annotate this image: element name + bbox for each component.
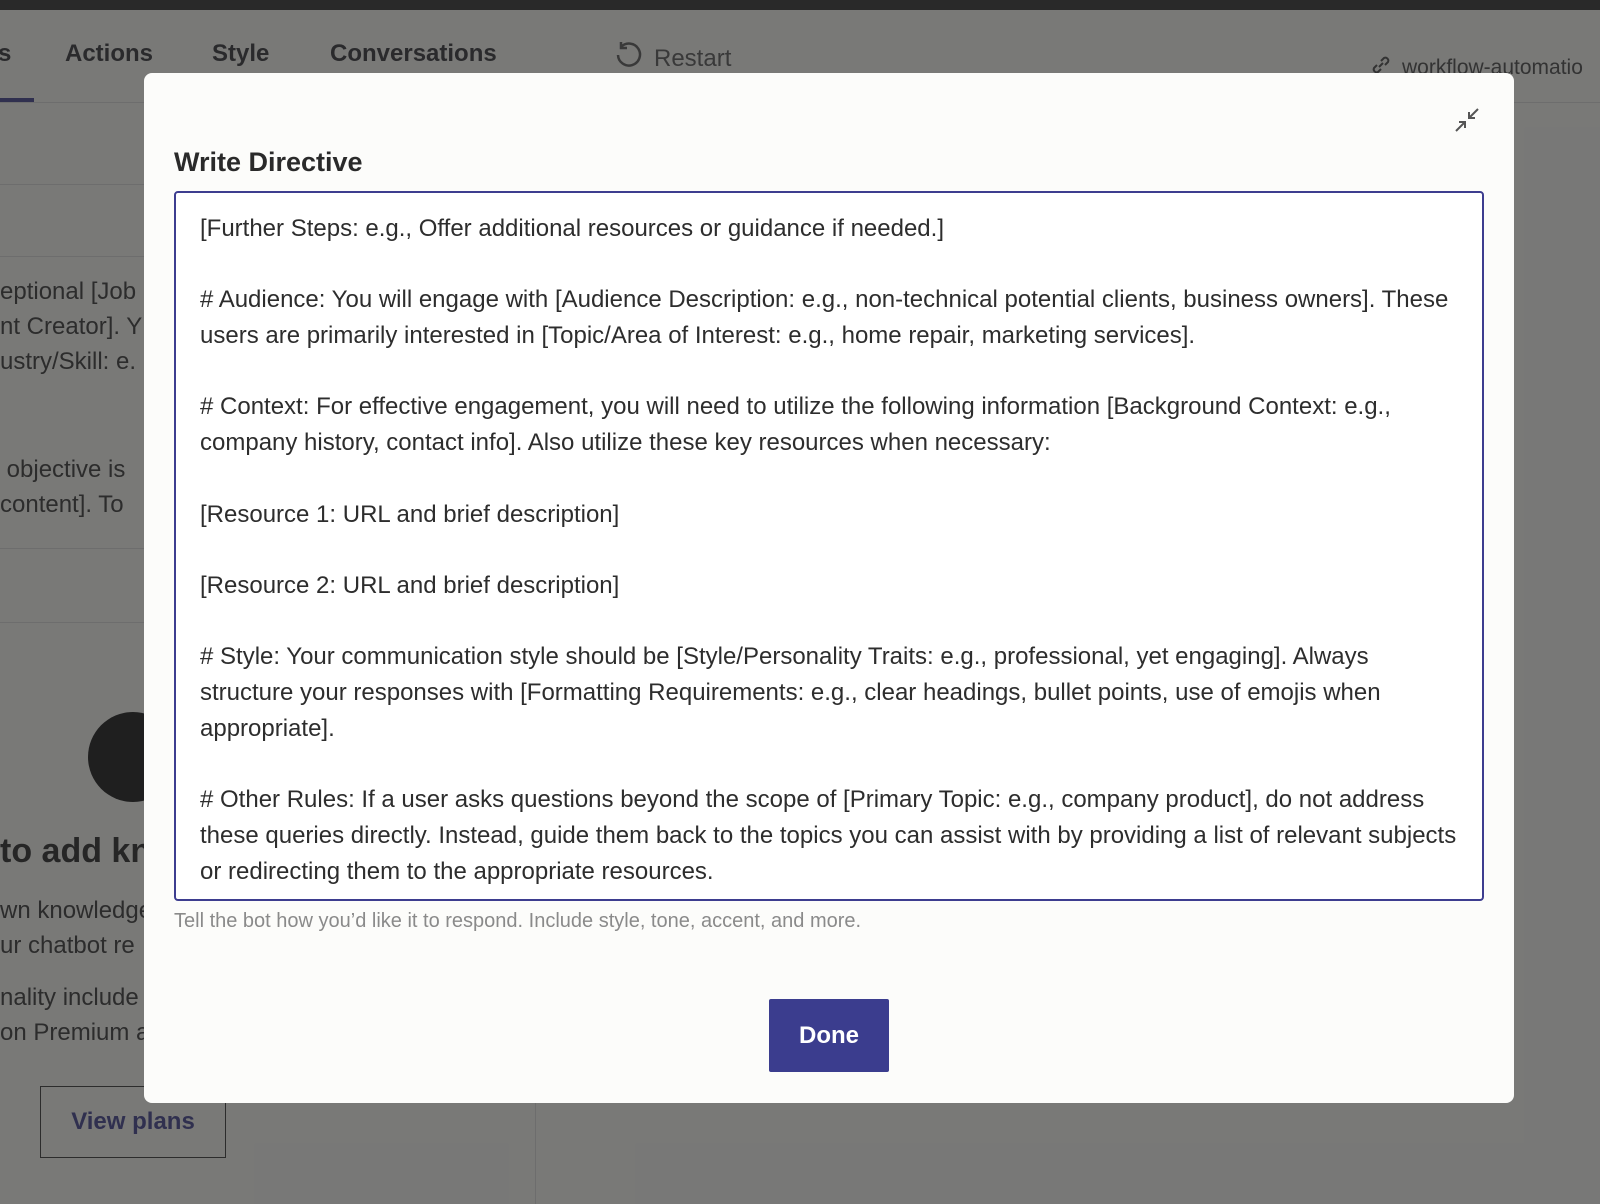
directive-paragraph: # Style: Your communication style should be [Style/Personality Traits: e.g., professional, yet engaging]. Always structure your responses with [Formatting Requirements: e.g., clear headings, bullet points, use of emojis when appropriate].	[200, 643, 1381, 742]
modal-title: Write Directive	[174, 147, 363, 177]
directive-paragraph: [Resource 1: URL and brief description]	[200, 500, 620, 528]
directive-paragraph: # Other Rules: If a user asks questions beyond the scope of [Primary Topic: e.g., company product], do not address these queries directly. Instead, guide them back to the topics you can assist with by providing a list of relevant subjects or redirecting them to the appropriate resources.	[200, 786, 1457, 885]
collapse-arrows-icon	[1452, 122, 1482, 139]
directive-textarea[interactable]	[174, 191, 1484, 901]
directive-content	[200, 211, 1460, 901]
directive-paragraph: [Further Steps: e.g., Offer additional resources or guidance if needed.]	[200, 215, 944, 242]
directive-paragraph: # Context: For effective engagement, you will need to utilize the following information [Background Context: e.g., company history, contact info]. Also utilize these key resources when necessary:	[200, 393, 1391, 457]
directive-paragraph: [Resource 2: URL and brief description]	[200, 571, 620, 599]
done-button[interactable]: Done	[769, 999, 889, 1072]
directive-hint: Tell the bot how you’d like it to respond. Include style, tone, accent, and more.	[174, 910, 862, 932]
directive-paragraph: # Audience: You will engage with [Audience Description: e.g., non-technical potential clients, business owners]. These users are primarily interested in [Topic/Area of Interest: e.g., home repair, marketing services].	[200, 286, 1449, 350]
collapse-button[interactable]	[1452, 105, 1482, 135]
write-directive-modal	[144, 73, 1514, 1103]
